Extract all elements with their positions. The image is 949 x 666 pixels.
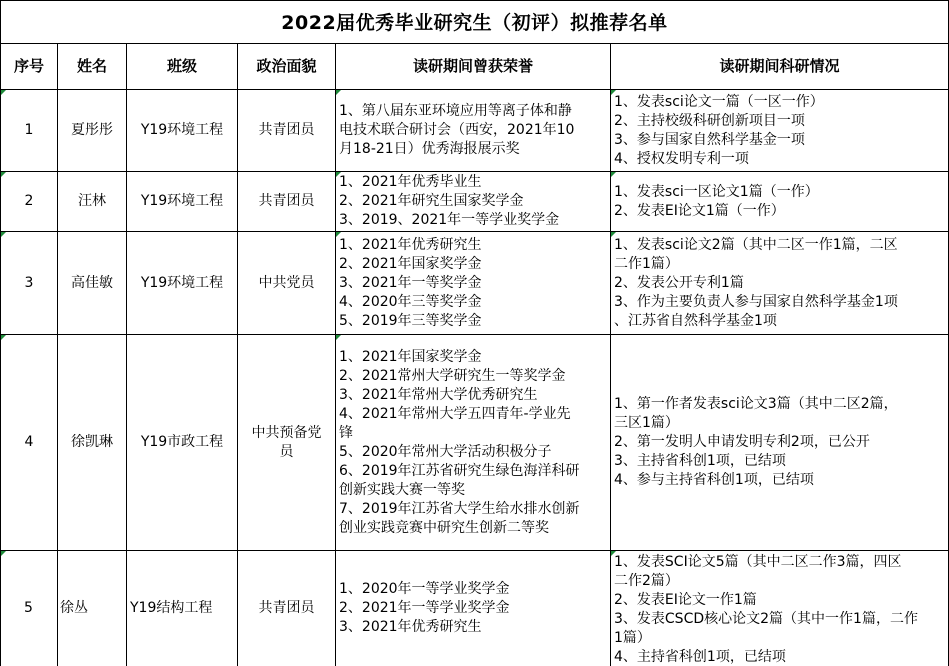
row-4-honor-line: 7、2019年江苏省大学生给水排水创新	[339, 500, 580, 517]
header-class: 班级	[166, 57, 197, 75]
row-4-honor-line: 创新实践大赛一等奖	[339, 481, 465, 498]
row-3-class: Y19环境工程	[140, 274, 224, 291]
row-5-research	[611, 551, 948, 666]
row-3-research	[611, 232, 948, 334]
row-4-honor-line: 6、2019年江苏省研究生绿色海洋科研	[339, 462, 580, 479]
row-1-honor-line: 1、第八届东亚环境应用等离子体和静	[339, 103, 572, 119]
row-3-research-line: 1、发表sci论文2篇（其中二区一作1篇，二区	[614, 236, 898, 253]
row-4-class: Y19市政工程	[140, 434, 224, 450]
header-politics: 政治面貌	[256, 57, 317, 75]
row-3-research-line: 2、发表公开专利1篇	[614, 274, 744, 291]
row-2-class: Y19环境工程	[140, 193, 224, 209]
row-1-serial: 1	[24, 122, 34, 138]
row-4-politics: 中共预备党员	[251, 424, 322, 460]
row-5-honors	[336, 551, 610, 666]
row-5-research-line: 1、发表SCI论文5篇（其中二区二作3篇，四区	[614, 554, 902, 570]
row-5-research-line: 二作2篇）	[614, 573, 679, 589]
row-4-research-line: 2、第一发明人申请发明专利2项，已公开	[614, 434, 870, 450]
row-1-honor-line: 月18-21日）优秀海报展示奖	[339, 141, 520, 157]
row-5-research-line: 2、发表EI论文一作1篇	[614, 592, 757, 608]
row-1-research-line: 3、参与国家自然科学基金一项	[614, 131, 805, 148]
row-2-honor-line: 3、2019、2021年一等学业奖学金	[339, 212, 560, 228]
row-1-honor-line: 电技术联合研讨会（西安，2021年10	[339, 122, 575, 138]
row-2-name: 汪林	[78, 193, 106, 209]
header-serial: 序号	[13, 57, 44, 75]
row-2-honor-line: 1、2021年优秀毕业生	[339, 174, 482, 190]
row-3-honor-line: 3、2021年一等奖学金	[339, 274, 482, 291]
row-4-serial: 4	[24, 434, 34, 450]
row-1-research	[611, 90, 948, 171]
row-1-research-line: 1、发表sci论文一篇（一区一作）	[614, 93, 824, 110]
row-4-honor-line: 1、2021年国家奖学金	[339, 348, 482, 365]
row-3-name: 高佳敏	[71, 274, 113, 291]
row-5-politics: 共青团员	[258, 600, 315, 616]
row-4-honors	[336, 335, 610, 550]
row-1-honors	[336, 90, 610, 171]
row-5-honor-line: 1、2020年一等学业奖学金	[339, 581, 510, 597]
header-research: 读研期间科研情况	[719, 57, 840, 75]
row-4-name: 徐凯琳	[71, 434, 113, 450]
row-1-research-line: 4、授权发明专利一项	[614, 150, 749, 167]
row-2-research	[611, 172, 948, 231]
row-4-research-line: 三区1篇）	[614, 415, 679, 431]
row-4-research-line: 3、主持省科创1项，已结项	[614, 453, 786, 469]
row-4-research-line: 1、第一作者发表sci论文3篇（其中二区2篇，	[614, 396, 898, 412]
row-3-honor-line: 5、2019年三等奖学金	[339, 312, 482, 329]
row-5-honor-line: 2、2021年一等学业奖学金	[339, 600, 510, 616]
row-4-honor-line: 创业实践竞赛中研究生创新二等奖	[339, 519, 549, 536]
row-1-name: 夏彤彤	[71, 122, 113, 138]
row-1-research-line: 2、主持校级科研创新项目一项	[614, 112, 805, 129]
row-4-honor-line: 4、2021年常州大学五四青年-学业先	[339, 405, 571, 422]
table-title: 2022届优秀毕业研究生（初评）拟推荐名单	[281, 12, 668, 34]
row-3-research-line: 二作1篇）	[614, 255, 679, 272]
row-5-name: 徐丛	[60, 600, 88, 616]
header-name: 姓名	[76, 57, 107, 75]
row-4-honor-line: 2、2021常州大学研究生一等奖学金	[339, 367, 566, 384]
row-4-research-line: 4、参与主持省科创1项，已结项	[614, 472, 814, 488]
row-4-honor-line: 3、2021年常州大学优秀研究生	[339, 386, 538, 403]
row-4-research	[611, 335, 948, 550]
row-1-politics: 共青团员	[258, 122, 315, 138]
row-3-honor-line: 4、2020年三等奖学金	[339, 293, 482, 310]
row-2-politics: 共青团员	[258, 193, 315, 209]
row-4-honor-line: 5、2020年常州大学活动积极分子	[339, 443, 552, 460]
row-3-research-line: 、江苏省自然科学基金1项	[614, 312, 777, 329]
row-5-research-line: 1篇）	[614, 630, 651, 646]
row-5-serial: 5	[24, 600, 33, 616]
header-honors: 读研期间曾获荣誉	[412, 57, 533, 75]
row-2-honor-line: 2、2021年研究生国家奖学金	[339, 193, 524, 209]
row-2-research-line: 2、发表EI论文1篇（一作）	[614, 202, 785, 219]
row-4-honor-line: 锋	[339, 424, 353, 441]
row-5-research-line: 3、发表CSCD核心论文2篇（其中一作1篇，二作	[614, 611, 918, 627]
row-5-class: Y19结构工程	[130, 600, 213, 616]
row-5-research-line: 4、主持省科创1项，已结项	[614, 649, 786, 665]
row-2-honors	[336, 172, 610, 231]
row-1-class: Y19环境工程	[140, 122, 224, 138]
row-3-honors	[336, 232, 610, 334]
row-3-honor-line: 1、2021年优秀研究生	[339, 236, 482, 253]
row-2-research-line: 1、发表sci一区论文1篇（一作）	[614, 183, 819, 200]
row-3-serial: 3	[24, 274, 34, 291]
row-3-research-line: 3、作为主要负责人参与国家自然科学基金1项	[614, 293, 898, 310]
row-3-honor-line: 2、2021年国家奖学金	[339, 255, 482, 272]
row-2-serial: 2	[24, 193, 34, 209]
row-5-honor-line: 3、2021年优秀研究生	[339, 619, 482, 635]
row-3-politics: 中共党员	[258, 274, 315, 291]
